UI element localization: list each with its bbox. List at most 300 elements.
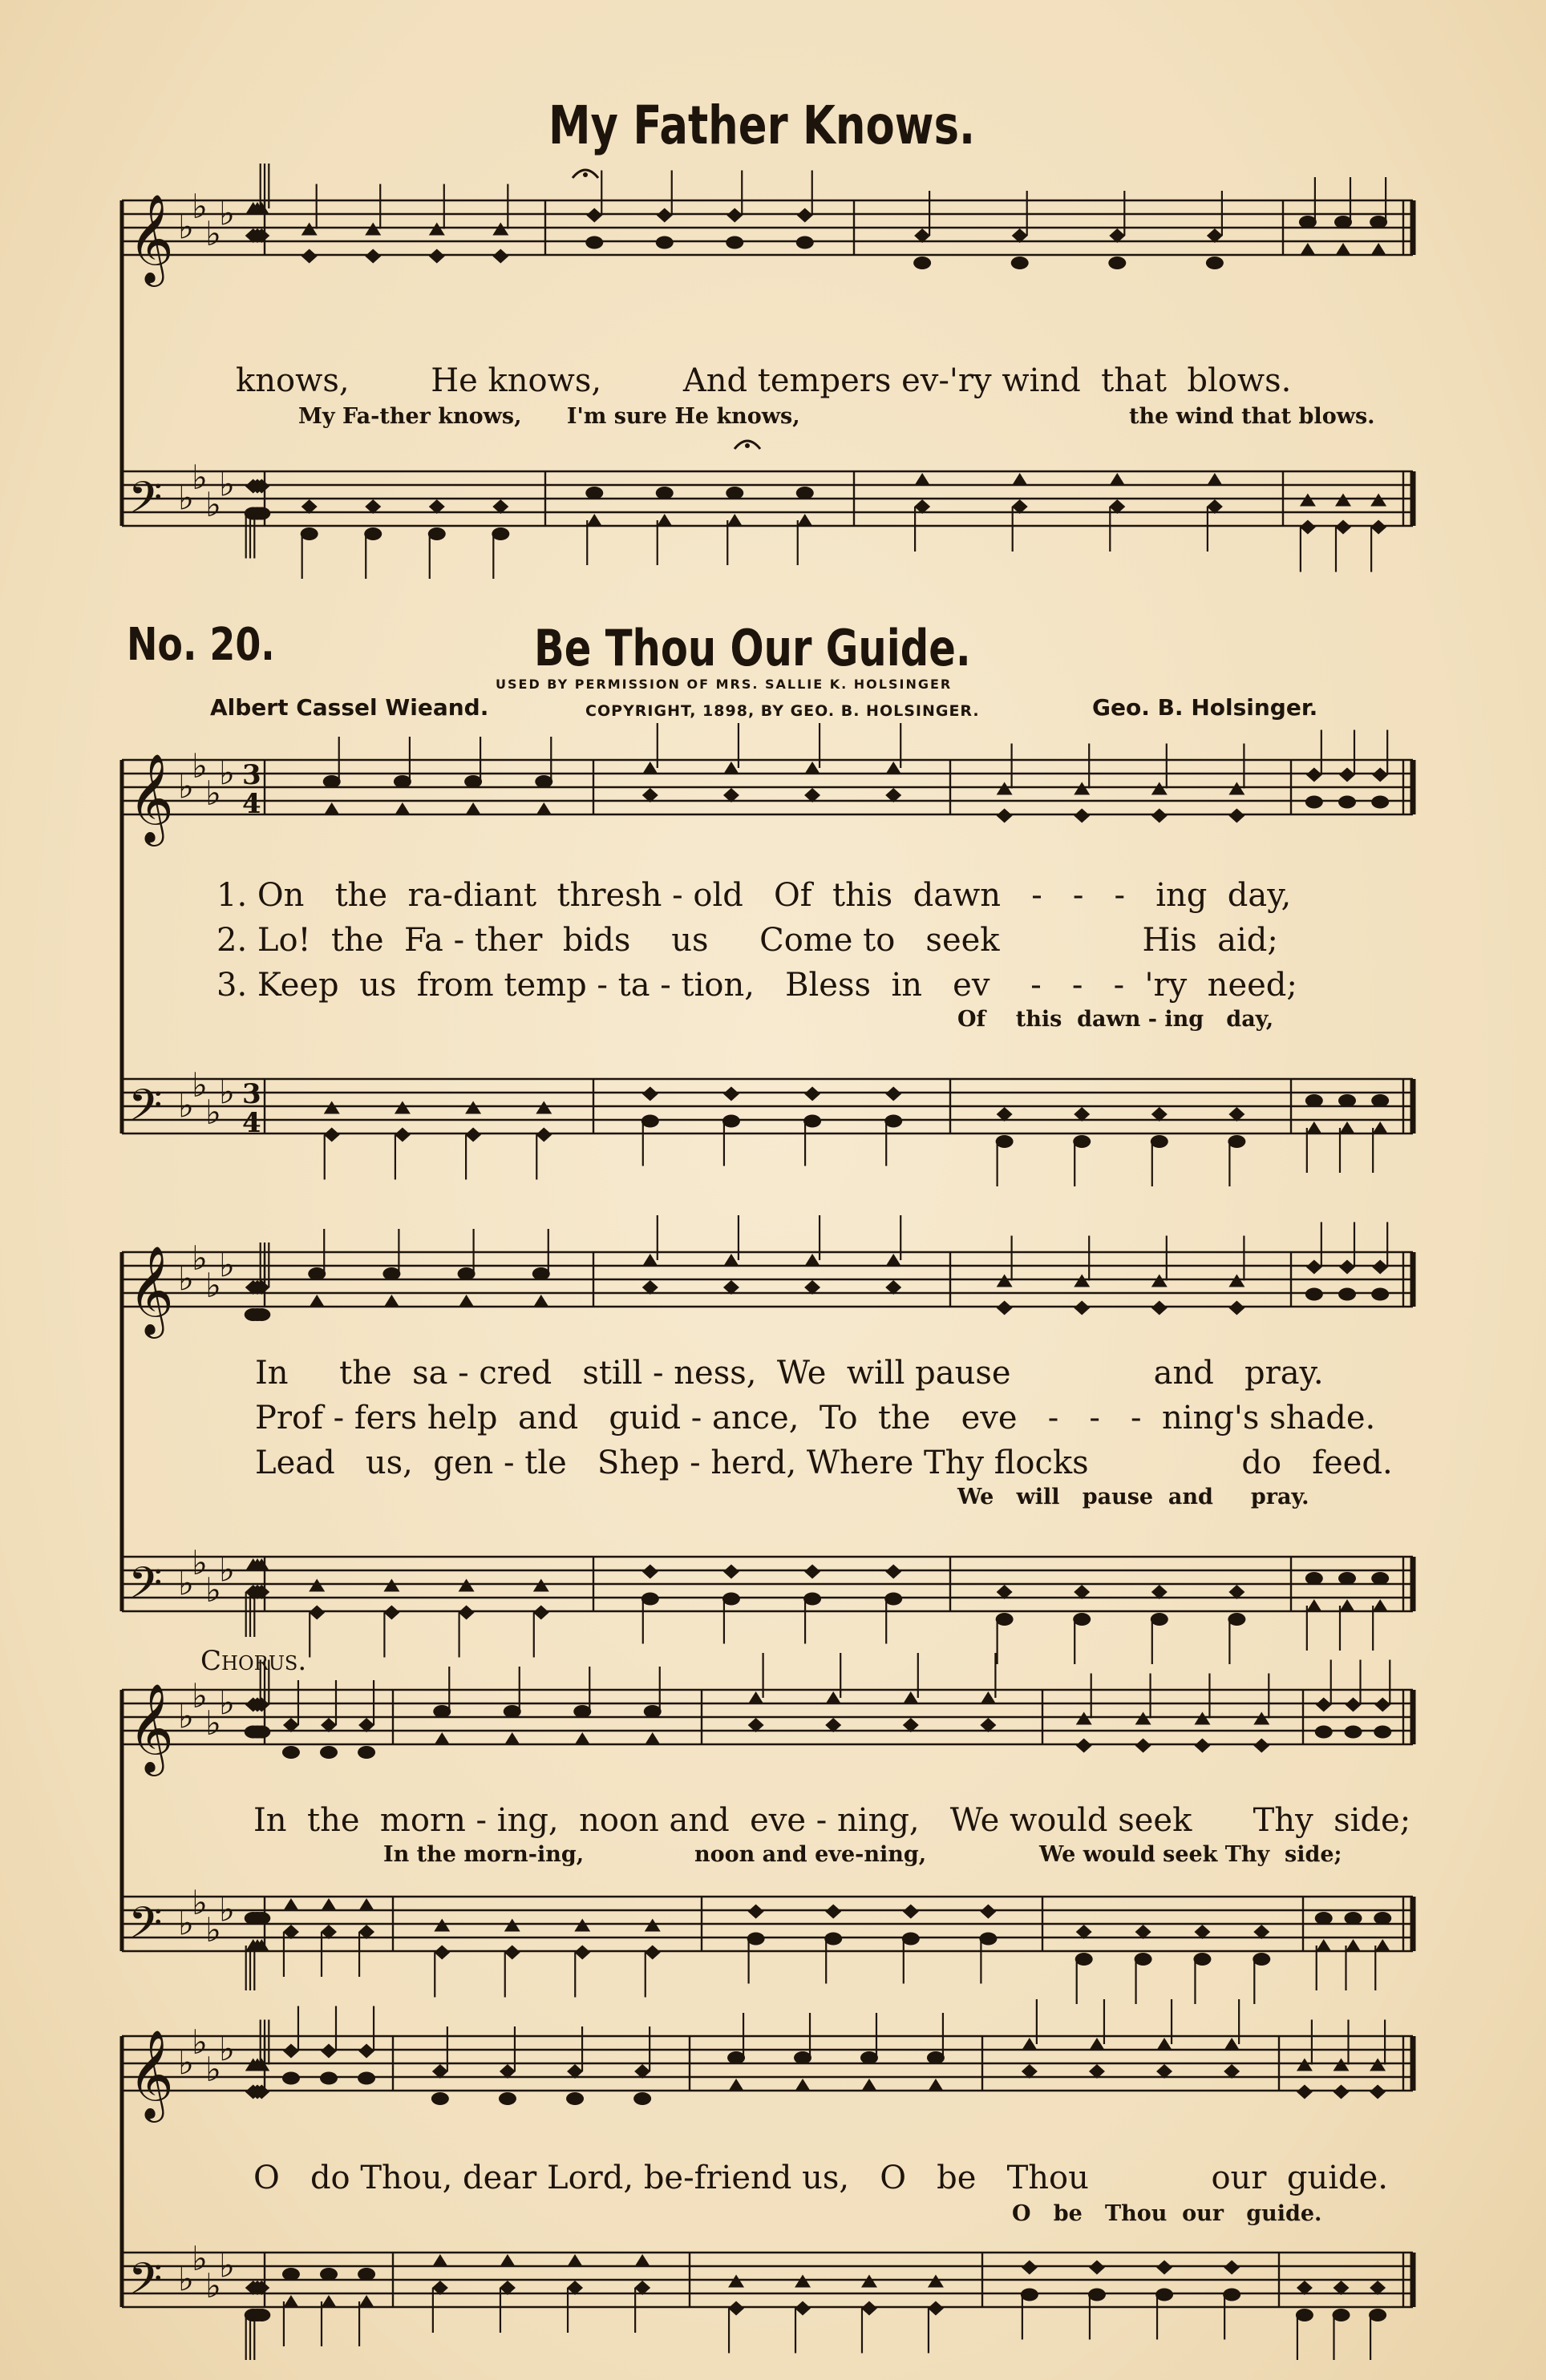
bass-note-diamond: [1300, 520, 1316, 535]
bass-note-triangle: [434, 1919, 450, 1932]
bass-note-diamond: [459, 1606, 475, 1620]
bass-note-oval: [1228, 1135, 1245, 1148]
treble-note-oval: [458, 1267, 476, 1280]
treble-note-triangle: [997, 1275, 1013, 1287]
flat-icon: ♭: [178, 2259, 194, 2299]
treble-note-triangle: [723, 1254, 739, 1267]
bass-note-triangle: [914, 473, 930, 486]
treble-note-diamond: [1306, 768, 1322, 782]
treble-note-diamond: [1228, 1301, 1244, 1315]
bass-note-triangle: [432, 2254, 448, 2267]
bass-note-diamond: [825, 1905, 841, 1919]
treble-note-oval: [433, 1705, 451, 1718]
treble-note-oval: [796, 236, 814, 249]
flat-icon: ♭: [219, 2245, 235, 2285]
bass-note-triangle: [1335, 494, 1351, 507]
chorus-echo-1a: In the morn-ing,: [383, 1842, 585, 1867]
bass-note-oval: [253, 507, 270, 520]
bass-note-diamond: [1335, 520, 1351, 535]
flat-icon: ♭: [205, 1093, 221, 1132]
chorus-label: Chorus.: [200, 1645, 307, 1677]
treble-note-oval: [860, 2051, 878, 2064]
bass-note-oval: [1073, 1613, 1091, 1626]
bass-note-triangle: [1374, 1939, 1390, 1952]
flat-icon: ♭: [192, 1065, 208, 1105]
bass-note-oval: [803, 1115, 821, 1128]
verse-2-line-2: Prof - fers help and guid - ance, To the eve - - - ning's shade.: [255, 1400, 1376, 1436]
treble-note-diamond: [586, 208, 602, 223]
bass-note-diamond: [1224, 2261, 1240, 2275]
bass-note-oval: [320, 2268, 338, 2281]
bass-note-triangle: [728, 2275, 744, 2288]
treble-note-triangle: [383, 1295, 399, 1307]
treble-note-diamond: [1316, 1698, 1332, 1712]
bass-note-oval: [253, 1912, 270, 1925]
bass-note-diamond: [536, 1128, 552, 1142]
top-hymn-lyric: knows, He knows, And tempers ev-'ry wind that blows.: [236, 362, 1292, 399]
treble-note-triangle: [1335, 243, 1351, 256]
echo-line-2: We will pause and pray.: [957, 1485, 1309, 1509]
bass-note-diamond: [642, 1087, 658, 1101]
bass-note-triangle: [500, 2254, 516, 2267]
bass-note-oval: [796, 487, 814, 499]
treble-note-oval: [382, 1267, 400, 1280]
flat-icon: ♭: [205, 485, 221, 524]
bass-note-diamond: [309, 1606, 325, 1620]
bass-note-diamond: [465, 1128, 481, 1142]
bass-note-triangle: [358, 2295, 374, 2308]
bass-note-triangle: [283, 1898, 299, 1911]
treble-note-diamond: [1372, 1260, 1388, 1275]
treble-note-triangle: [1228, 1275, 1244, 1287]
treble-note-triangle: [365, 223, 381, 236]
bass-note-oval: [1155, 2289, 1173, 2301]
flat-icon: ♭: [205, 1703, 221, 1743]
treble-note-triangle: [504, 1732, 520, 1745]
bass-note-diamond: [903, 1905, 919, 1919]
treble-note-triangle: [645, 1732, 661, 1745]
bass-note-triangle: [324, 1101, 340, 1114]
treble-note-oval: [1338, 1288, 1356, 1301]
bass-note-oval: [1228, 1613, 1245, 1626]
verse-3-line-1: 3. Keep us from temp - ta - tion, Bless in ev - - - 'ry need;: [217, 967, 1297, 1004]
bass-note-diamond: [885, 1565, 901, 1579]
flat-icon: ♭: [192, 1238, 208, 1278]
bass-note-oval: [1151, 1613, 1168, 1626]
treble-note-triangle: [861, 2079, 877, 2091]
flat-icon: ♭: [205, 2050, 221, 2089]
flat-icon: ♭: [178, 1696, 194, 1736]
bass-clef-icon: 𝄢: [128, 2253, 163, 2315]
top-hymn-alto-end: the wind that blows.: [1129, 404, 1375, 429]
treble-note-triangle: [728, 2079, 744, 2091]
treble-note-triangle: [885, 1254, 901, 1267]
bass-clef-icon: 𝄢: [128, 1080, 163, 1142]
chorus-echo-1c: We would seek Thy side;: [1039, 1842, 1342, 1867]
bass-note-oval: [803, 1593, 821, 1606]
bass-note-triangle: [861, 2275, 877, 2288]
flat-icon: ♭: [178, 2043, 194, 2083]
treble-note-triangle: [1370, 2059, 1386, 2071]
verse-3-line-2: Lead us, gen - tle Shep - herd, Where Thy flocks do feed.: [255, 1445, 1393, 1481]
treble-note-triangle: [804, 1254, 820, 1267]
bass-note-diamond: [723, 1565, 739, 1579]
treble-note-triangle: [429, 223, 445, 236]
bass-note-diamond: [1156, 2261, 1172, 2275]
bass-note-diamond: [324, 1128, 340, 1142]
bass-note-oval: [902, 1933, 920, 1946]
treble-note-diamond: [1076, 1739, 1092, 1753]
treble-note-triangle: [1300, 243, 1316, 256]
fermata-dot-icon: [583, 172, 588, 177]
bass-note-oval: [364, 527, 382, 540]
bass-note-oval: [1021, 2289, 1038, 2301]
treble-note-oval: [1371, 796, 1389, 809]
bass-clef-icon: 𝄢: [128, 1558, 163, 1619]
treble-note-oval: [535, 775, 552, 788]
treble-note-diamond: [1339, 768, 1355, 782]
treble-note-triangle: [465, 802, 481, 815]
chorus-echo-2: O be Thou our guide.: [1012, 2201, 1322, 2226]
bass-note-diamond: [885, 1087, 901, 1101]
treble-note-diamond: [358, 2044, 374, 2059]
treble-note-oval: [253, 1308, 270, 1321]
treble-note-triangle: [434, 1732, 450, 1745]
treble-note-diamond: [1346, 1698, 1362, 1712]
bass-note-oval: [884, 1115, 902, 1128]
treble-note-oval: [282, 1746, 300, 1759]
bass-note-oval: [358, 2268, 375, 2281]
treble-note-oval: [499, 2092, 516, 2105]
bass-clef-icon: 𝄢: [128, 472, 163, 534]
treble-note-oval: [532, 1267, 550, 1280]
author-credit: Albert Cassel Wieand.: [210, 694, 489, 721]
verse-2-line-1: 2. Lo! the Fa - ther bids us Come to seek His aid;: [217, 922, 1278, 959]
treble-note-diamond: [1297, 2085, 1313, 2099]
treble-note-diamond: [657, 208, 673, 223]
treble-note-triangle: [302, 223, 318, 236]
flat-icon: ♭: [219, 1245, 235, 1285]
treble-note-oval: [358, 1746, 375, 1759]
treble-note-oval: [358, 2072, 375, 2085]
bass-note-diamond: [434, 1946, 450, 1960]
bass-note-oval: [1075, 1953, 1093, 1966]
bass-note-triangle: [1339, 1121, 1355, 1134]
treble-note-diamond: [1074, 1301, 1090, 1315]
bass-note-oval: [996, 1613, 1014, 1626]
treble-note-triangle: [1224, 2038, 1240, 2051]
bass-note-diamond: [574, 1946, 590, 1960]
time-signature-bottom: 4: [242, 788, 261, 820]
treble-note-diamond: [997, 1301, 1013, 1315]
flat-icon: ♭: [192, 1883, 208, 1922]
treble-note-diamond: [797, 208, 813, 223]
treble-note-oval: [253, 1726, 270, 1739]
treble-note-oval: [320, 2072, 338, 2085]
time-signature-bottom: 4: [242, 1107, 261, 1139]
treble-note-diamond: [1374, 1698, 1390, 1712]
treble-note-triangle: [1135, 1712, 1151, 1725]
flat-icon: ♭: [192, 187, 208, 226]
treble-clef-icon: 𝄞: [128, 2029, 174, 2119]
top-hymn-alto-lyric: My Fa-ther knows, I'm sure He knows,: [298, 404, 800, 429]
treble-note-oval: [464, 775, 482, 788]
bass-note-oval: [824, 1933, 842, 1946]
bass-note-triangle: [795, 2275, 811, 2288]
treble-note-diamond: [1228, 809, 1244, 823]
treble-note-triangle: [1156, 2038, 1172, 2051]
flat-icon: ♭: [178, 207, 194, 247]
bass-note-oval: [1305, 1572, 1323, 1585]
bass-note-triangle: [459, 1579, 475, 1592]
treble-note-oval: [1206, 257, 1224, 269]
bass-note-oval: [1135, 1953, 1152, 1966]
bass-note-triangle: [634, 2254, 650, 2267]
treble-note-oval: [794, 2051, 811, 2064]
bass-note-oval: [1338, 1572, 1356, 1585]
treble-note-triangle: [492, 223, 508, 236]
treble-note-triangle: [825, 1691, 841, 1704]
bass-note-oval: [1371, 1094, 1389, 1107]
treble-note-triangle: [885, 762, 901, 774]
flat-icon: ♭: [192, 1676, 208, 1715]
treble-note-diamond: [1135, 1739, 1151, 1753]
bass-note-oval: [253, 2309, 270, 2321]
bass-note-oval: [1151, 1135, 1168, 1148]
flat-icon: ♭: [205, 2266, 221, 2305]
treble-note-diamond: [492, 249, 508, 264]
treble-note-triangle: [309, 1295, 325, 1307]
treble-note-triangle: [723, 762, 739, 774]
flat-icon: ♭: [192, 2239, 208, 2278]
bass-note-triangle: [1207, 473, 1223, 486]
treble-note-oval: [431, 2092, 449, 2105]
flat-icon: ♭: [219, 2029, 235, 2069]
treble-note-oval: [394, 775, 411, 788]
bass-note-triangle: [574, 1919, 590, 1932]
treble-note-triangle: [1297, 2059, 1313, 2071]
bass-clef-icon: 𝄢: [128, 1897, 163, 1959]
bass-note-diamond: [1370, 520, 1386, 535]
treble-note-oval: [1345, 1726, 1362, 1739]
flat-icon: ♭: [178, 1259, 194, 1299]
treble-note-oval: [927, 2051, 945, 2064]
bass-note-diamond: [1022, 2261, 1038, 2275]
bass-note-triangle: [504, 1919, 520, 1932]
treble-clef-icon: 𝄞: [128, 1683, 174, 1772]
bass-note-oval: [979, 1933, 997, 1946]
bass-note-oval: [1338, 1094, 1356, 1107]
treble-note-oval: [323, 775, 341, 788]
treble-note-oval: [1315, 1726, 1333, 1739]
bass-note-oval: [1305, 1094, 1323, 1107]
bass-note-oval: [747, 1933, 765, 1946]
treble-note-oval: [1011, 257, 1029, 269]
bass-note-oval: [585, 487, 603, 499]
treble-note-triangle: [642, 762, 658, 774]
treble-note-triangle: [748, 1691, 764, 1704]
bass-note-oval: [1073, 1135, 1091, 1148]
hymn-number: No. 20.: [127, 619, 275, 671]
bass-note-oval: [1371, 1572, 1389, 1585]
bass-note-diamond: [928, 2301, 944, 2316]
bass-note-triangle: [1306, 1121, 1322, 1134]
bass-note-triangle: [536, 1101, 552, 1114]
flat-icon: ♭: [192, 458, 208, 497]
treble-note-oval: [1299, 216, 1317, 228]
bass-note-oval: [722, 1593, 740, 1606]
flat-icon: ♭: [178, 478, 194, 518]
bass-note-diamond: [728, 2301, 744, 2316]
bass-note-triangle: [1012, 473, 1028, 486]
bass-note-diamond: [383, 1606, 399, 1620]
treble-note-oval: [585, 236, 603, 249]
flat-icon: ♭: [205, 774, 221, 813]
bass-note-diamond: [748, 1905, 764, 1919]
flat-icon: ♭: [219, 1550, 235, 1590]
fermata-dot-icon: [745, 443, 750, 448]
bass-note-diamond: [861, 2301, 877, 2316]
bass-note-oval: [1374, 1912, 1391, 1925]
bass-note-oval: [641, 1593, 659, 1606]
treble-note-diamond: [1074, 809, 1090, 823]
time-signature-top: 3: [242, 1078, 261, 1110]
bass-note-triangle: [358, 1898, 374, 1911]
bass-note-triangle: [321, 1898, 337, 1911]
bass-note-triangle: [1109, 473, 1125, 486]
bass-note-diamond: [804, 1565, 820, 1579]
bass-note-triangle: [533, 1579, 549, 1592]
treble-note-diamond: [1194, 1739, 1210, 1753]
treble-note-triangle: [1022, 2038, 1038, 2051]
treble-note-triangle: [1334, 2059, 1350, 2071]
chorus-line-1: In the morn - ing, noon and eve - ning, We would seek Thy side;: [253, 1802, 1411, 1839]
bass-note-oval: [1333, 2309, 1350, 2321]
treble-note-oval: [573, 1705, 591, 1718]
flat-icon: ♭: [219, 1683, 235, 1723]
treble-note-diamond: [1339, 1260, 1355, 1275]
copyright-note: COPYRIGHT, 1898, BY GEO. B. HOLSINGER.: [585, 702, 980, 720]
treble-note-diamond: [429, 249, 445, 264]
bass-note-triangle: [1370, 494, 1386, 507]
bass-note-oval: [722, 1115, 740, 1128]
top-hymn-title: My Father Knows.: [548, 95, 976, 156]
treble-note-oval: [726, 236, 743, 249]
treble-note-oval: [1305, 1288, 1323, 1301]
treble-note-triangle: [903, 1691, 919, 1704]
bass-note-diamond: [642, 1565, 658, 1579]
bass-note-oval: [884, 1593, 902, 1606]
treble-note-triangle: [804, 762, 820, 774]
treble-note-triangle: [459, 1295, 475, 1307]
treble-note-oval: [308, 1267, 326, 1280]
flat-icon: ♭: [219, 193, 235, 233]
flat-icon: ♭: [205, 1910, 221, 1950]
treble-note-triangle: [795, 2079, 811, 2091]
treble-note-diamond: [365, 249, 381, 264]
treble-note-triangle: [1089, 2038, 1105, 2051]
bass-note-triangle: [309, 1579, 325, 1592]
bass-note-diamond: [395, 1128, 411, 1142]
chorus-line-2: O do Thou, dear Lord, be-friend us, O be Thou our guide.: [253, 2160, 1388, 2196]
treble-note-oval: [1374, 1726, 1391, 1739]
bass-note-diamond: [980, 1905, 996, 1919]
treble-note-triangle: [997, 782, 1013, 795]
flat-icon: ♭: [219, 464, 235, 504]
treble-note-triangle: [536, 802, 552, 815]
treble-note-diamond: [1370, 2085, 1386, 2099]
bass-note-oval: [282, 2268, 300, 2281]
bass-note-triangle: [1339, 1599, 1355, 1612]
bass-note-diamond: [723, 1087, 739, 1101]
hymn-title: Be Thou Our Guide.: [534, 619, 971, 677]
bass-note-oval: [641, 1115, 659, 1128]
chorus-echo-1b: noon and eve-ning,: [694, 1842, 927, 1867]
bass-note-triangle: [465, 1101, 481, 1114]
bass-note-triangle: [321, 2295, 337, 2308]
bass-note-oval: [301, 527, 318, 540]
flat-icon: ♭: [205, 1570, 221, 1610]
flat-icon: ♭: [205, 1266, 221, 1305]
bass-note-oval: [1088, 2289, 1106, 2301]
bass-note-oval: [1369, 2309, 1386, 2321]
treble-note-diamond: [321, 2044, 337, 2059]
bass-note-oval: [996, 1135, 1014, 1148]
bass-note-triangle: [586, 514, 602, 527]
treble-note-oval: [282, 2072, 300, 2085]
treble-note-diamond: [997, 809, 1013, 823]
bass-note-oval: [1296, 2309, 1313, 2321]
treble-note-oval: [320, 1746, 338, 1759]
treble-note-oval: [1371, 1288, 1389, 1301]
bass-note-diamond: [504, 1946, 520, 1960]
bass-note-oval: [1315, 1912, 1333, 1925]
echo-line-1: Of this dawn - ing day,: [957, 1007, 1274, 1032]
bass-note-diamond: [795, 2301, 811, 2316]
bass-note-oval: [726, 487, 743, 499]
treble-note-triangle: [1228, 782, 1244, 795]
bass-note-oval: [428, 527, 446, 540]
flat-icon: ♭: [192, 1543, 208, 1582]
treble-note-diamond: [1372, 768, 1388, 782]
bass-note-triangle: [283, 2295, 299, 2308]
treble-note-triangle: [928, 2079, 944, 2091]
treble-note-oval: [504, 1705, 521, 1718]
flat-icon: ♭: [192, 746, 208, 786]
treble-note-oval: [1370, 216, 1387, 228]
permission-note: USED BY PERMISSION OF MRS. SALLIE K. HOLSINGER: [496, 677, 953, 692]
bass-note-triangle: [1300, 494, 1316, 507]
flat-icon: ♭: [178, 766, 194, 806]
treble-note-oval: [1334, 216, 1352, 228]
bass-note-oval: [1223, 2289, 1240, 2301]
treble-note-triangle: [1151, 1275, 1168, 1287]
treble-note-triangle: [395, 802, 411, 815]
bass-note-oval: [1193, 1953, 1211, 1966]
bass-note-triangle: [1316, 1939, 1332, 1952]
treble-note-diamond: [1253, 1739, 1269, 1753]
bass-note-triangle: [1372, 1599, 1388, 1612]
treble-clef-icon: 𝄞: [128, 1245, 174, 1335]
bass-note-triangle: [567, 2254, 583, 2267]
time-signature-top: 3: [242, 759, 261, 791]
treble-note-diamond: [1151, 809, 1168, 823]
bass-note-diamond: [645, 1946, 661, 1960]
treble-note-triangle: [1074, 1275, 1090, 1287]
bass-note-oval: [656, 487, 674, 499]
treble-note-oval: [727, 2051, 745, 2064]
treble-note-oval: [1305, 796, 1323, 809]
